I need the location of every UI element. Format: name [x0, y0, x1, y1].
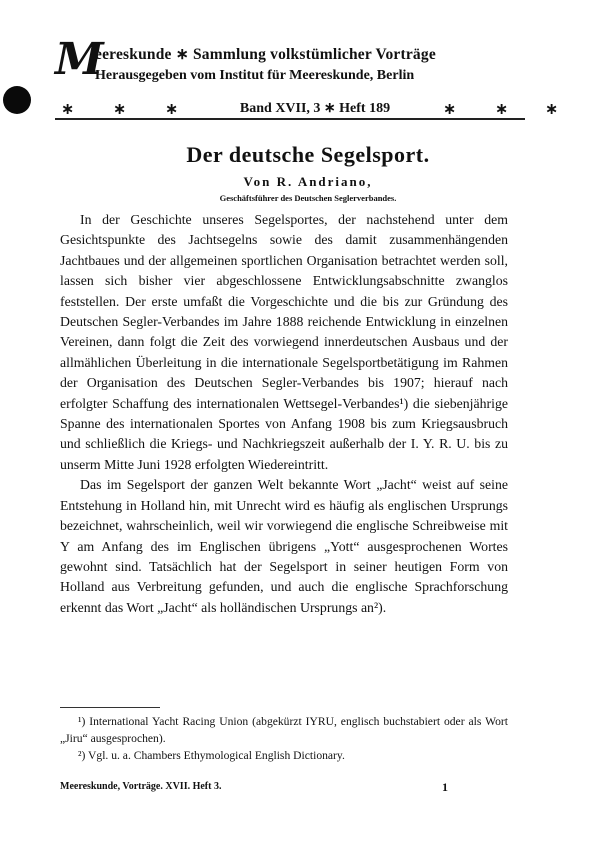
star-ornament: ∗	[495, 99, 509, 118]
volume-line	[55, 99, 575, 119]
footnote: ¹) International Yacht Racing Union (abgekürzt IYRU, englisch buchstabiert oder als Wort „Jiru“ ausgesprochen).	[60, 715, 508, 745]
article-title: Der deutsche Segelsport.	[186, 142, 430, 167]
paragraph: In der Geschichte unseres Segelsportes, der nachstehend unter dem Gesichtspunkte des Jachtsegelns sowie des damit zusammenhängenden Jachtbaues und der allgemeinen sportlichen Organisation betrachtet werden soll, lassen sich bisher vier abgeschlossene Entwicklungsabschnitte zwanglos feststellen. Der erste umfaßt die Vorgeschichte und die bis zur Gründung des Deutschen Segler-Verbandes im Jahre 1888 reichende Entwicklung in einzelnen Vereinen, dann folgt die Zeit des vorwiegend innerdeutschen Ausbaus und der allmählichen Überleitung in die internationale Segelsportbetätigung im Rahmen der Organisation des Deutschen Segler-Verbandes bis 1907; hierauf nach erfolgter Schaffung des internationalen Wettsegel-Verbandes¹) die siebenjährige Spanne des internationalen Sportes von Anfang 1908 bis zum Kriegsausbruch und schließlich die Kriegs- und Nachkriegszeit außerhalb der I. Y. R. U. bis zu unserm Mitte Juni 1928 erfolgten Wiedereintritt.	[60, 212, 508, 472]
footnote-rule	[60, 707, 160, 708]
footnote: ²) Vgl. u. a. Chambers Ethymological English Dictionary.	[78, 749, 345, 762]
footer-series: Meereskunde, Vorträge. XVII. Heft 3.	[60, 781, 222, 792]
author-role: Geschäftsführer des Deutschen Seglerverbandes.	[219, 193, 397, 203]
star-ornament: ∗	[113, 99, 127, 118]
header-rule	[55, 118, 525, 120]
star-ornament: ∗	[545, 99, 559, 118]
star-ornament: ∗	[61, 99, 75, 118]
star-ornament: ∗	[165, 99, 179, 118]
page-number: 1	[442, 780, 448, 794]
header-initial: M	[55, 34, 104, 85]
article-body	[60, 210, 508, 618]
paragraph: Das im Segelsport der ganzen Welt bekannte Wort „Jacht“ weist auf seine Entstehung in Holland hin, mit Unrecht wird es häufig als englischen Ursprungs bezeichnet, wahrscheinlich, weil wir vorwiegend die englische Schreibweise mit Y am Anfang des im Englischen übrigens „Yott“ ausgesprochenen Wortes gewohnt sind. Tatsächlich hat der Segelsport in seiner heutigen Form von Holland aus Verbreitung gefunden, und auch die englische Sprachforschung erkennt das Wort „Jacht“ als holländischen Ursprungs an²).	[60, 477, 508, 615]
punch-hole	[3, 86, 31, 114]
star-ornament: ∗	[443, 99, 457, 118]
footnotes	[60, 713, 508, 764]
page-footer	[60, 781, 508, 797]
article-author: Von R. Andriano,	[243, 174, 373, 189]
series-title-text: eereskunde ∗ Sammlung volkstümlicher Vorträge	[95, 46, 436, 63]
publisher-line: Herausgegeben vom Institut für Meereskunde, Berlin	[95, 68, 415, 83]
volume-label: Band XVII, 3 ∗ Heft 189	[239, 101, 391, 116]
